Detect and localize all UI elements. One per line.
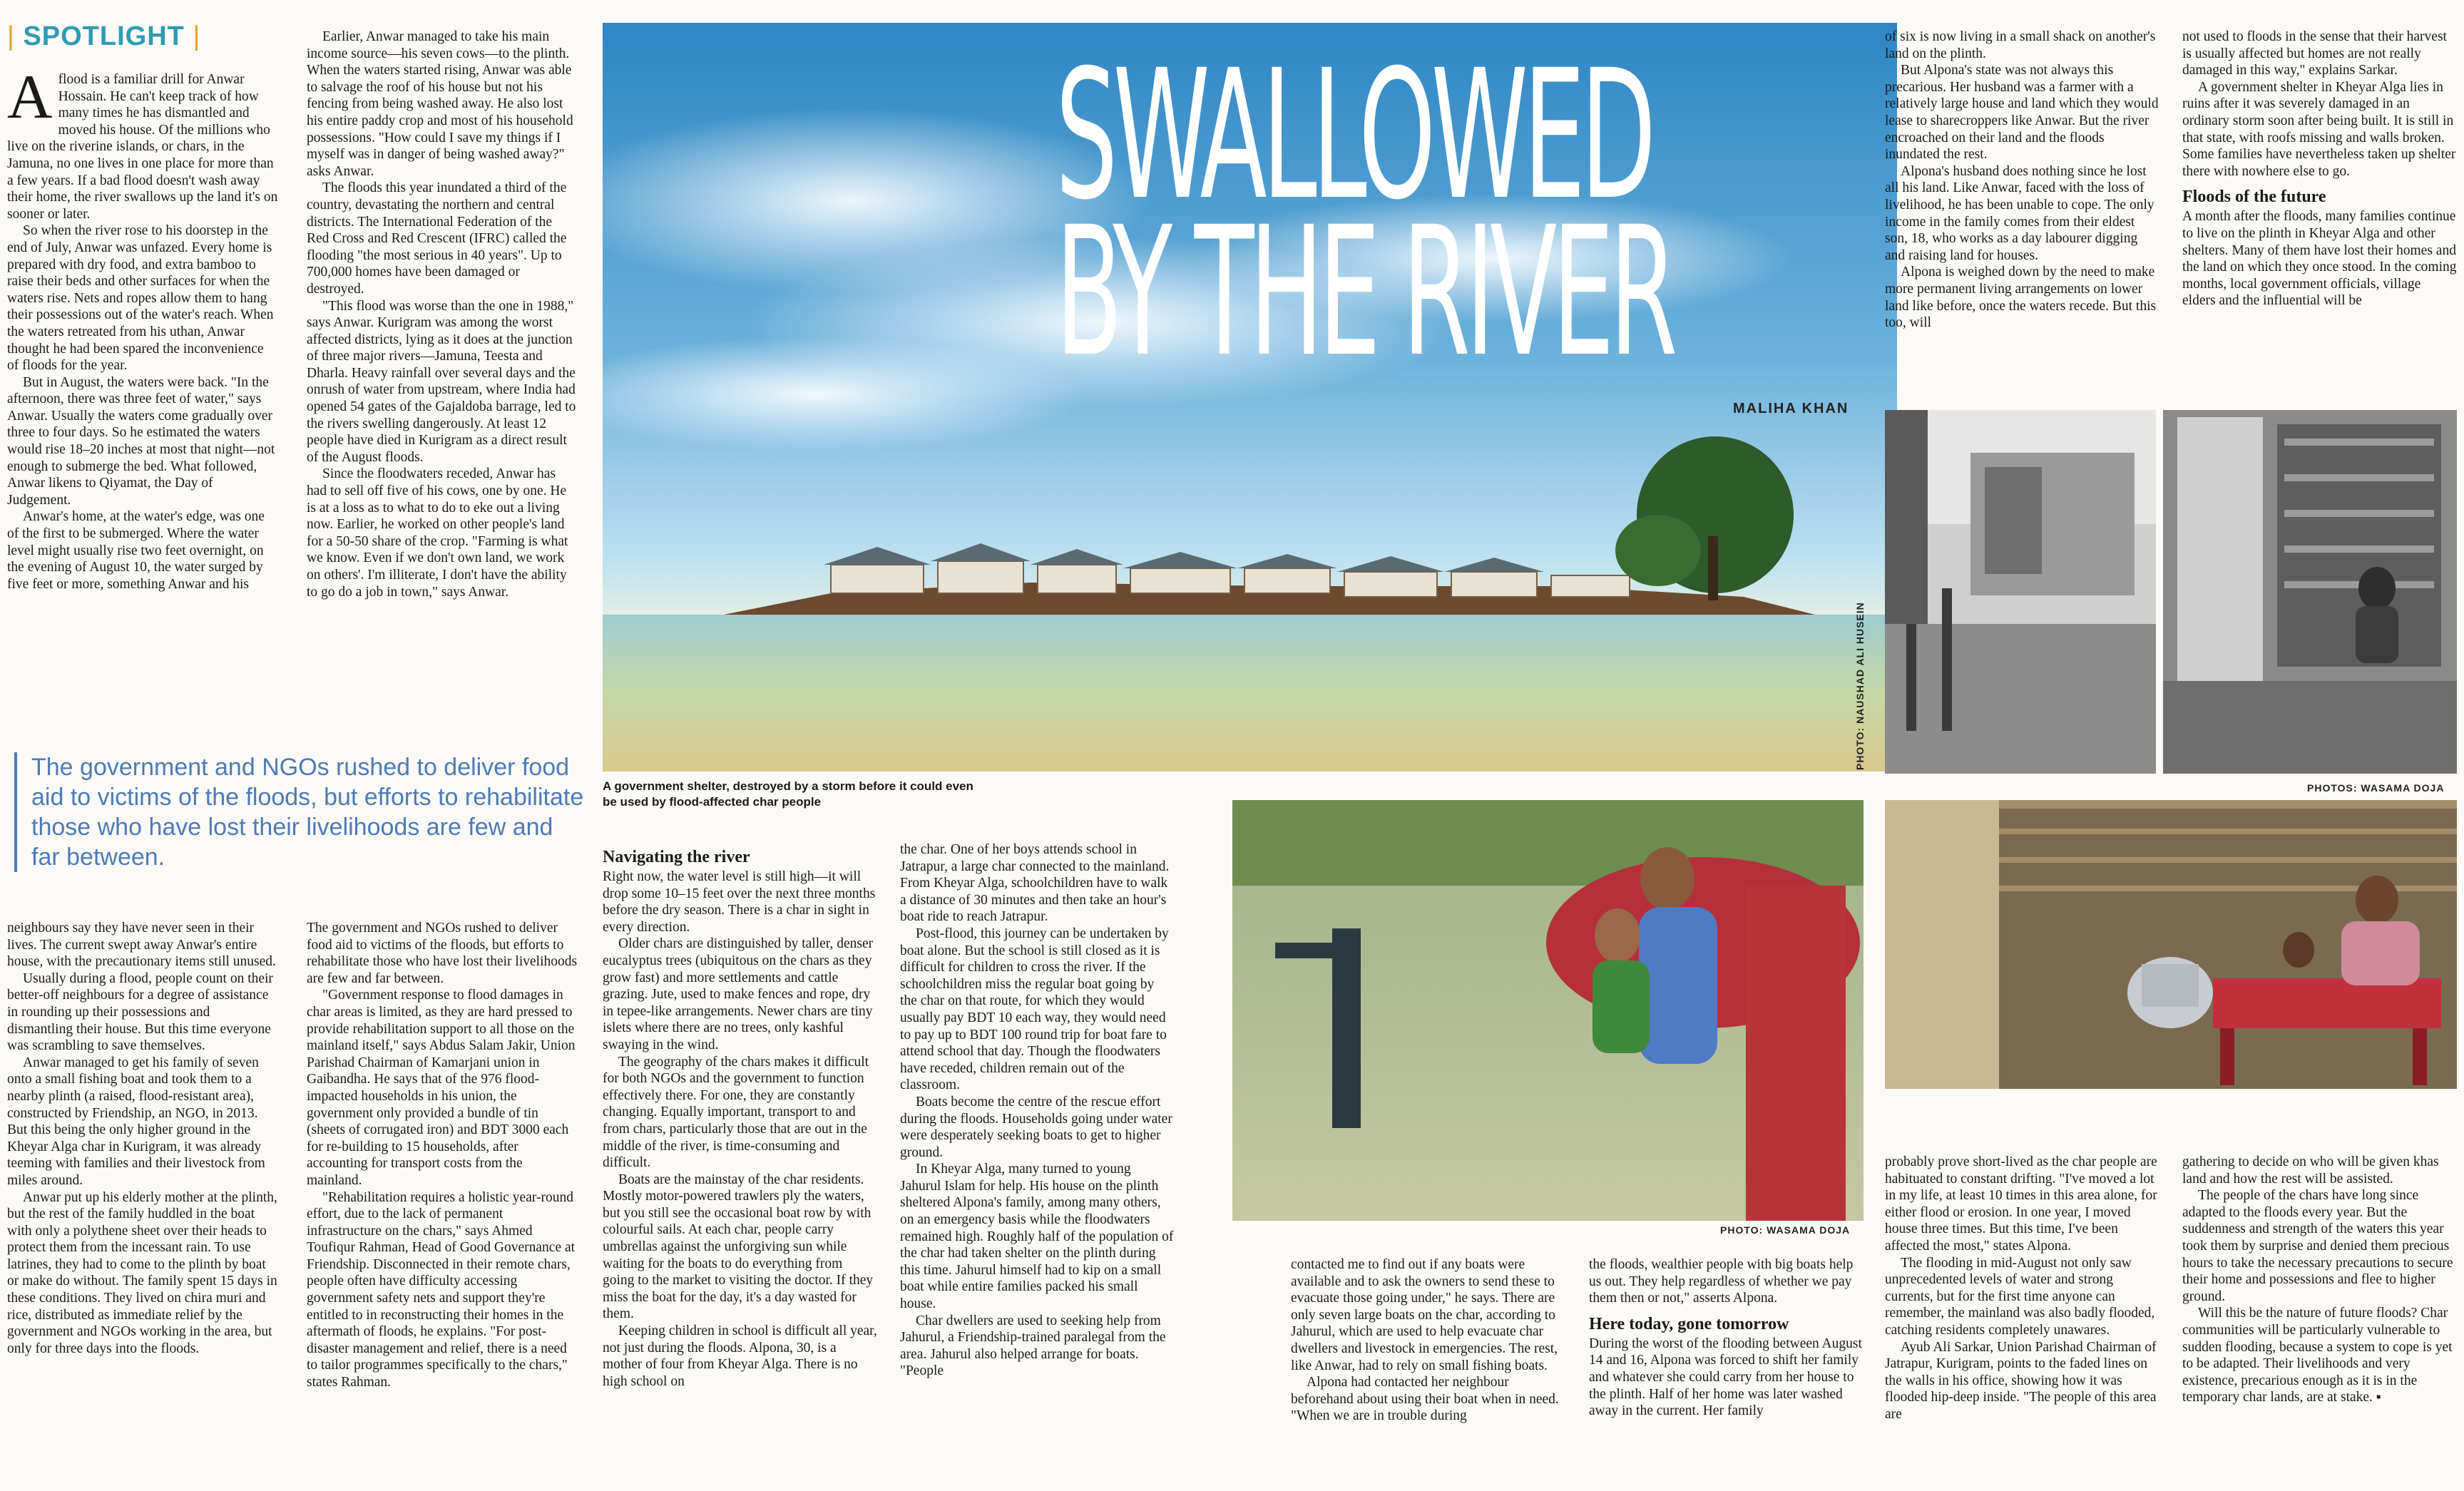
paragraph: Anwar managed to get his family of seven onto a small fishing boat and took them to a nearby plinth (a raised, flood-resistant area), constructed by Friendship, an NGO, in 2013. But this being the only higher ground in the Kheyar Alga char in Kurigram, it was already teeming with families and their livestock from miles around. [7,1055,265,1188]
article-column-9 [1885,29,2159,332]
paragraph: Ayub Ali Sarkar, Union Parishad Chairman of Jatrapur, Kurigram, points to the faded lines on the walls in his office, showing how it was flooded hip-deep inside. "The people of this area are [1885,1339,2157,1422]
subheading: Floods of the future [2182,188,2326,207]
article-column-5 [603,840,877,1390]
article-column-6 [900,841,1175,1380]
paragraph: Earlier, Anwar managed to take his main income source—his seven cows—to the plinth. When the waters started rising, Anwar was able to salvage the roof of his house but not his fencing from being washed away. He also lost his entire paddy crop and most of his household possessions. "How could I save my things if I myself was in danger of being washed away?" asks Anwar. [307,29,573,179]
photo-credit-kids: PHOTO: WASAMA DOJA [1720,1224,1851,1236]
paragraph: During the worst of the flooding between August 14 and 16, Alpona was forced to shift her family and whatever she could carry from her house to the plinth. Half of her home was later washed away in the current. Her family [1589,1336,1862,1419]
bw-photo-flooded-house [1885,410,2156,774]
paragraph: Post-flood, this journey can be undertaken by boat alone. But the school is still closed as it is difficult for children to cross the river. If the schoolchildren miss the regular boat going by the char on that route, for which they would usually pay BDT 10 each way, they would need to pay up to BDT 100 round trip for boat fare to attend school that day. Though the floodwaters have receded, children remain out of the classroom. [900,926,1169,1093]
paragraph: "This flood was worse than the one in 1988," says Anwar. Kurigram was among the worst affected districts, lying as it does at the junction of three major rivers—Jamuna, Teesta and Dharla. Heavy rainfall over several days and the onrush of water from upstream, where India had opened 54 gates of the Gajaldoba barrage, led to the rivers swelling dangerously. At least 12 people have died in Kurigram as a direct result of the August floods. [307,298,576,465]
paragraph: Older chars are distinguished by taller, denser eucalyptus trees (ubiquitous on the chars as they grow fast) and more settlements and cattle grazing. Jute, used to make fences and rope, dry in tepee-like arrangements. Newer chars are tiny islets where there are no trees, only kashful swaying in the wind. [603,936,874,1052]
paragraph: Anwar put up his elderly mother at the plinth, but the rest of the family huddled in the boat with only a polythene sheet over their heads to protect them from the incessant rain. To use latrines, they had to come to the plinth by boat or make do without. The family spent 15 days in these conditions. They lived on chira muri and rice, distributed as immediate relief by the government and NGOs working in the area, but only for three days into the floods. [7,1189,277,1356]
paragraph: contacted me to find out if any boats were available and to ask the owners to send these to evacuate those going under," he says. There are only seven large boats on the char, according to Jahurul, which are used to help evacuate char dwellers and livestock in emergencies. The rest, like Anwar, had to rely on small fishing boats. [1291,1257,1558,1373]
article-column-12 [2182,1154,2457,1406]
paragraph: of six is now living in a small shack on another's land on the plinth. [1885,29,2156,61]
paragraph: In Kheyar Alga, many turned to young Jahurul Islam for help. His house on the plinth sheltered Alpona's family, among many others, on an emergency basis while the floodwaters remained high. Roughly half of the population of the char had taken shelter on the plinth during this time. Jahurul himself had to kip on a small boat while entire families packed his small house. [900,1162,1174,1312]
article-column-2 [307,29,578,600]
paragraph: The floods this year inundated a third of the country, devastating the northern and central districts. The International Federation of the Red Cross and Red Crescent (IFRC) called the flooding "the most serious in 40 years". Up to 700,000 homes have been damaged or destroyed. [307,180,567,297]
article-column-8 [1589,1256,1864,1420]
paragraph: But in August, the waters were back. "In the afternoon, there was three feet of water," says Anwar. Usually the waters come gradually over three to four days. So he estimated the waters would rise 18–20 inches at most that night—not enough to submerge the bed. What followed, Anwar likens to Qiyamat, the Day of Judgement. [7,374,275,508]
paragraph: Alpona is weighed down by the need to make more permanent living arrangements on lower land like before, once the waters recede. But this too, will [1885,265,2157,331]
paragraph: Usually during a flood, people count on their better-off neighbours for a degree of assistance in rounding up their possessions and dismantling their house. But this time everyone was scrambling to save themselves. [7,970,273,1054]
pull-quote: The government and NGOs rushed to deliver food aid to victims of the floods, but efforts to rehabilitate those who have lost their livelihoods are few and far between. [14,752,588,872]
paragraph: "Rehabilitation requires a holistic year-round effort, due to the lack of permanent infrastructure on the chars," says Ahmed Toufiqur Rahman, Head of Good Governance at Friendship. Disconnected in their remote chars, people often have difficulty accessing government safety nets and support they're entitled to in reconstructing their homes in the aftermath of floods, he explains. "For post-disaster management and relief, there is a need to tailor programmes specifically to the chars," states Rahman. [307,1189,576,1390]
paragraph: the char. One of her boys attends school in Jatrapur, a large char connected to the mainland. From Kheyar Alga, schoolchildren have to walk a distance of 30 minutes and then take an hour's boat ride to reach Jatrapur. [900,842,1170,925]
article-column-10 [2182,29,2457,309]
kids-flood-photo [1232,800,1864,1221]
interior-shelter-photo [1885,800,2457,1089]
section-label: | SPOTLIGHT | [7,21,201,51]
hero-caption: A government shelter, destroyed by a storm before it could even be used by flood-affected char people [603,779,973,809]
drop-cap: A [7,63,53,132]
paragraph: The geography of the chars makes it difficult for both NGOs and the government to function effectively there. For one, they are constantly changing. Equally important, transport to and from chars, particularly those that are out in the middle of the river, is time-consuming and difficult. [603,1054,869,1171]
bw-photo-child-in-shop [2163,410,2457,774]
paragraph: probably prove short-lived as the char people are habituated to constant drifting. "I've moved a lot in my life, at least 10 times in this area alone, for either flood or erosion. In one year, I moved house three times. But this time, I've been affected the most," states Alpona. [1885,1154,2157,1254]
paragraph: Anwar's home, at the water's edge, was one of the first to be submerged. Where the water level might usually rise two feet overnight, on the evening of August 10, the water surged by five feet or more, something Anwar and his [7,509,265,592]
paragraph: Since the floodwaters receded, Anwar has had to sell off five of his cows, one by one. He is at a loss as to what to do to eke out a living now. Earlier, he worked on other people's land for a 50-50 share of the crop. "Farming is what we know. Even if we don't own land, we work on others'. I'm illiterate, I don't have the ability to go do a job in town," says Anwar. [307,466,568,600]
paragraph: A government shelter in Kheyar Alga lies in ruins after it was severely damaged in an ordinary storm soon after being built. It is still in that state, with roofs missing and walls broken. Some families have nevertheless taken up shelter there with nowhere else to go. [2182,79,2456,179]
paragraph: Alpona's husband does nothing since he lost all his land. Like Anwar, faced with the loss of livelihood, he has been unable to cope. The only income in the family comes from their eldest son, 18, who works as a day labourer digging and raising land for houses. [1885,163,2154,263]
paragraph: the floods, wealthier people with big boats help us out. They help regardless of whether we pay them then or not," asserts Alpona. [1589,1257,1854,1306]
article-column-7 [1291,1256,1565,1425]
paragraph: neighbours say they have never seen in their lives. The current swept away Anwar's entire house, with the precautionary items still unused. [7,921,276,970]
subheading: Here today, gone tomorrow [1589,1314,1789,1333]
paragraph: The flooding in mid-August not only saw unprecedented levels of water and strong currents, but for the first time anyone can remember, the mainland was also badly flooded, catching residents completely unawares. [1885,1255,2155,1338]
paragraph: Right now, the water level is still high—it will drop some 10–15 feet over the next three months before the dry season. There is a char in sight in every direction. [603,869,876,935]
paragraph: not used to floods in the sense that their harvest is usually affected but homes are not really damaged in this way," explains Sarkar. [2182,29,2447,78]
paragraph: "Government response to flood damages in char areas is limited, as they are hard pressed to provide rehabilitation support to all those on the mainland itself," says Abdus Salam Jakir, Union Parishad Chairman of Kamarjani union in Gaibandha. He says that of the 976 flood-impacted households in his union, the government only provided a bundle of tin (sheets of corrugated iron) and BDT 3000 each for re-building to 15 households, after accounting for transport costs from the mainland. [307,988,576,1188]
paragraph: gathering to decide on who will be given khas land and how the rest will be assisted. [2182,1154,2439,1187]
article-column-3 [7,920,278,1357]
bw-photo-child-in-shop-art [2163,410,2457,774]
headline-line-1: SWALLOWED [1055,31,1652,239]
article-column-11 [1885,1154,2159,1423]
article-column-4 [307,920,578,1391]
paragraph: The people of the chars have long since adapted to the floods every year. But the suddenness and strength of the waters this year took them by surprise and denied them precious hours to take the necessary precautions to secure their home and possessions and flee to higher ground. [2182,1188,2453,1304]
bw-photo-flooded-house-art [1885,410,2156,774]
interior-shelter-photo-art [1885,800,2457,1089]
paragraph: Keeping children in school is difficult all year, not just during the floods. Alpona, 30, is a mother of four from Kheyar Alga. There is no high school on [603,1323,877,1389]
paragraph: flood is a familiar drill for Anwar Hossain. He can't keep track of how many times he has dismantled and moved his house. Of the millions who live on the riverine islands, or chars, in the Jamuna, no one lives in one place for more than a few years. If a bad flood doesn't wash away their home, the river swallows up the land it's on sooner or later. [7,72,278,222]
paragraph: So when the river rose to his doorstep in the end of July, Anwar was unfazed. Every home is prepared with dry food, and extra bamboo to raise their beds and other surfaces for when the waters rise. Nets and ropes allow them to hang their possessions out of the water's reach. When the waters retreated from his uthan, Anwar thought he had been spared the inconvenience of floods for the year. [7,223,274,374]
paragraph: Char dwellers are used to seeking help from Jahurul, a Friendship-trained paralegal from the area. Jahurul also helped arrange for boats. "People [900,1313,1166,1379]
paragraph: Alpona had contacted her neighbour beforehand about using their boat when in need. "When we are in trouble during [1291,1375,1559,1424]
headline [1055,31,1673,396]
paragraph: Boats are the mainstay of the char residents. Mostly motor-powered trawlers ply the waters, but you still see the occasional boat row by with colourful sails. At each char, people carry umbrellas against the unforgiving sun while waiting for the boats to do everything from going to the market to visiting the doctor. If they miss the boat for the day, it's a day wasted for them. [603,1172,874,1322]
paragraph: The government and NGOs rushed to deliver food aid to victims of the floods, but efforts to rehabilitate those who have lost their livelihoods are few and far between. [307,921,578,986]
kids-flood-photo-art [1232,800,1864,1221]
section-title: SPOTLIGHT [23,21,185,51]
paragraph: But Alpona's state was not always this precarious. Her husband was a farmer with a relatively large house and land which they would lease to sharecroppers like Anwar. But the river encroached on their land and the floods inundated the rest. [1885,63,2159,163]
paragraph: A month after the floods, many families continue to live on the plinth in Kheyar Alga and other shelters. Many of them have lost their homes and the land on which they once stood. In the coming months, local government officials, village elders and the influential will be [2182,209,2457,309]
paragraph: Will this be the nature of future floods? Char communities will be particularly vulnerable to sudden flooding, because a system to cope is yet to be adapted. Their livelihoods and very existence, precarious enough as it is in the temporary char lands, are at stake. ▪ [2182,1306,2453,1405]
photo-credit-bw: PHOTOS: WASAMA DOJA [2307,782,2445,794]
photo-credit-main: PHOTO: NAUSHAD ALI HUSEIN [1854,602,1866,770]
paragraph: Boats become the centre of the rescue effort during the floods. Households going under water were desperately seeking boats to get to higher ground. [900,1094,1172,1160]
article-column-1 [7,63,278,593]
byline: MALIHA KHAN [1733,401,1849,416]
headline-line-2: BY THE RIVER [1055,188,1673,396]
subheading: Navigating the river [603,848,750,866]
